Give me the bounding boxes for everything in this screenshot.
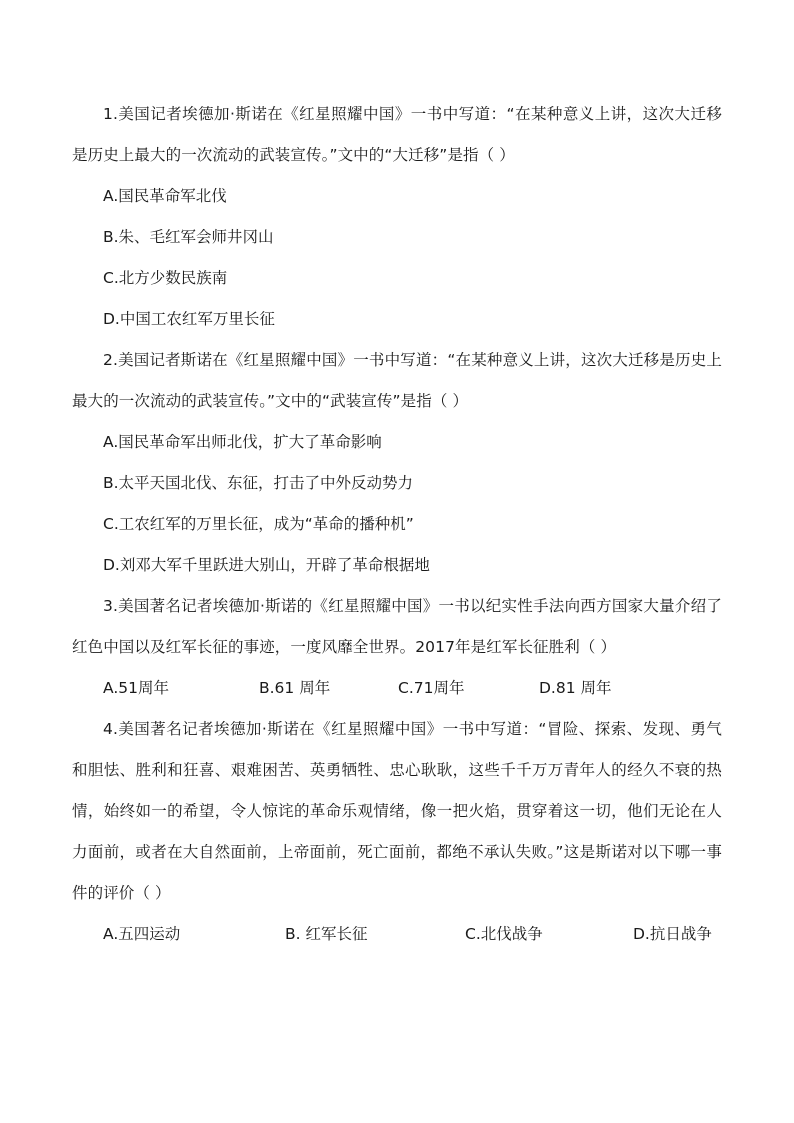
option-b: B.太平天国北伐、东征，打击了中外反动势力 — [103, 474, 414, 492]
option-b: B.朱、毛红军会师井冈山 — [103, 228, 274, 246]
option-a: A.国民革命军北伐 — [103, 187, 227, 205]
options-row — [72, 914, 722, 955]
option-d: D.中国工农红军万里长征 — [103, 310, 275, 328]
option-b: B. 红军长征 — [285, 925, 368, 943]
option-a: A.51周年 — [103, 679, 169, 697]
question-stem: 4.美国著名记者埃德加·斯诺在《红星照耀中国》一书中写道：“冒险、探索、发现、勇气和胆怯、胜利和狂喜、艰难困苦、英勇牺牲、忠心耿耿，这些千千万万青年人的经久不衰的热情，始终如一的希望，令人惊诧的革命乐观情绪，像一把火焰，贯穿着这一切，他们无论在人力面前，或者在大自然面前，上帝面前，死亡面前，都绝不承认失败。”这是斯诺对以下哪一事件的评价（ ） — [72, 720, 722, 902]
question-4 — [72, 709, 722, 955]
options-row — [72, 668, 722, 709]
question-list — [72, 94, 722, 955]
option-c: C.71周年 — [398, 679, 465, 697]
option-d: D.刘邓大军千里跃进大别山，开辟了革命根据地 — [103, 556, 430, 574]
question-3 — [72, 586, 722, 709]
option-a: A.国民革命军出师北伐，扩大了革命影响 — [103, 433, 382, 451]
option-c: C.北伐战争 — [465, 925, 543, 943]
question-1 — [72, 94, 722, 340]
option-d: D.抗日战争 — [633, 925, 712, 943]
question-2 — [72, 340, 722, 586]
question-stem: 1.美国记者埃德加·斯诺在《红星照耀中国》一书中写道：“在某种意义上讲，这次大迁移是历史上最大的一次流动的武装宣传。”文中的“大迁移”是指（ ） — [72, 105, 722, 164]
question-stem: 3.美国著名记者埃德加·斯诺的《红星照耀中国》一书以纪实性手法向西方国家大量介绍了红色中国以及红军长征的事迹，一度风靡全世界。2017年是红军长征胜利（ ） — [72, 597, 722, 656]
option-b: B.61 周年 — [259, 679, 331, 697]
option-c: C.北方少数民族南 — [103, 269, 228, 287]
option-c: C.工农红军的万里长征，成为“革命的播种机” — [103, 515, 414, 533]
option-a: A.五四运动 — [103, 925, 181, 943]
option-d: D.81 周年 — [539, 679, 612, 697]
question-stem: 2.美国记者斯诺在《红星照耀中国》一书中写道：“在某种意义上讲，这次大迁移是历史上最大的一次流动的武装宣传。”文中的“武装宣传”是指（ ） — [72, 351, 722, 410]
